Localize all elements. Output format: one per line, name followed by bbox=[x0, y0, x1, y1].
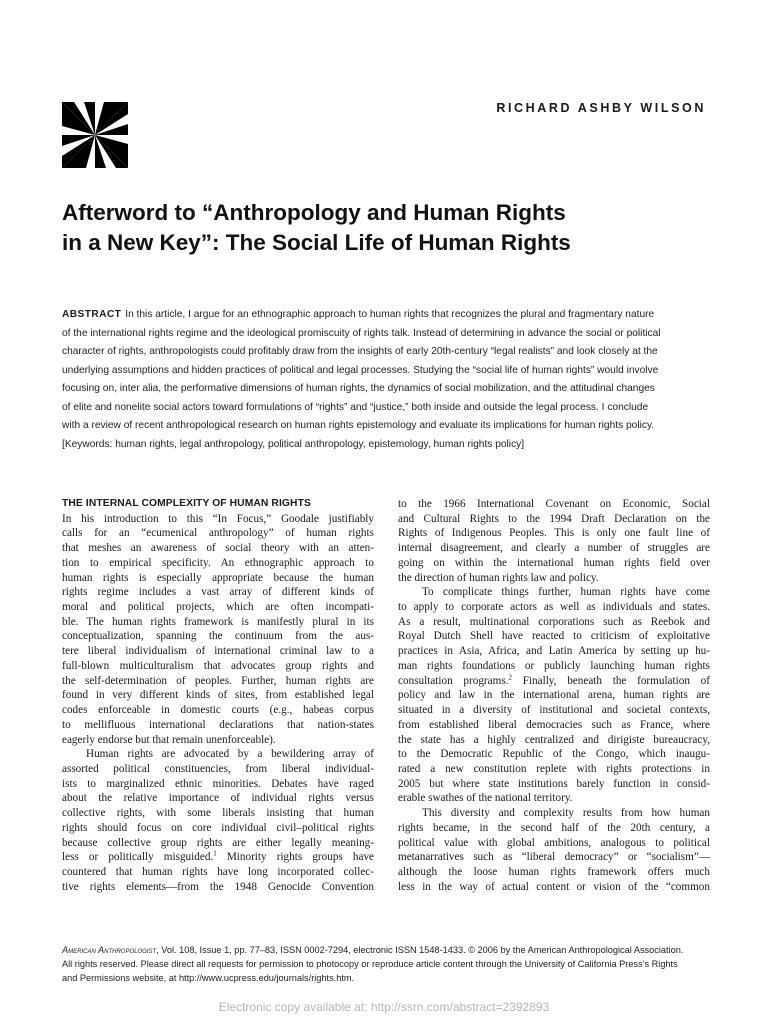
body-line: situated in a diversity of institutional and societal contexts, bbox=[398, 704, 710, 717]
body-line: to mellifluous international declarations that nation-states bbox=[62, 718, 374, 731]
body-line: moral and political projects, which are often incompati- bbox=[62, 601, 374, 614]
citation-footer bbox=[62, 943, 710, 986]
abstract-label: ABSTRACT bbox=[62, 309, 122, 320]
body-line: going on within the international human rights field over bbox=[398, 556, 710, 569]
footnote-marker[interactable]: 2 bbox=[508, 672, 512, 681]
body-line: about the relative importance of individual rights versus bbox=[62, 792, 374, 805]
body-line: the direction of human rights law and policy. bbox=[398, 571, 599, 584]
abstract-line: underlying assumptions and hidden practices of political and legal processes. Studying the “social life of human rights” would involve bbox=[62, 364, 659, 376]
body-line: This diversity and complexity results from how human bbox=[422, 807, 710, 820]
body-column-right bbox=[398, 497, 710, 894]
body-line: rights became, in the second half of the 20th century, a bbox=[398, 821, 710, 834]
body-line: assorted political constituencies, from liberal individual- bbox=[62, 762, 374, 775]
body-line: although the loose human rights framework offers much bbox=[398, 865, 710, 878]
title-line: in a New Key”: The Social Life of Human Rights bbox=[62, 230, 571, 255]
body-line: internal disagreement, and clearly a number of struggles are bbox=[398, 542, 710, 555]
footnote-marker[interactable]: 1 bbox=[213, 849, 217, 858]
abstract-line: character of rights, anthropologists could profitably draw from the insights of early 20th-century “legal realists” and look closely at the bbox=[62, 346, 658, 357]
body-line: codes enforceable in domestic courts (e.g., habeas corpus bbox=[62, 704, 374, 717]
body-line: tive rights elements—from the 1948 Genocide Convention bbox=[62, 880, 374, 893]
body-line: rated a new constitution replete with rights protections in bbox=[398, 762, 710, 775]
body-line: tere liberal individualism of international criminal law to a bbox=[62, 645, 374, 658]
body-line: to the Democratic Republic of the Congo, which inaugu- bbox=[398, 748, 710, 761]
abstract-line: [Keywords: human rights, legal anthropology, political anthropology, epistemology, human rights policy] bbox=[62, 438, 525, 450]
body-line: rights should focus on core individual civil–political rights bbox=[62, 821, 374, 834]
body-line: policy and law in the international arena, human rights are bbox=[398, 689, 710, 702]
body-line: consultation programs.$^2$ Finally, beneath the formulation of bbox=[398, 672, 710, 687]
body-line: As a result, multinational corporations such as Reebok and bbox=[398, 615, 710, 628]
body-line: Rights of Indigenous Peoples. This is only one fault line of bbox=[398, 527, 710, 540]
body-line: Human rights are advocated by a bewildering array of bbox=[86, 748, 374, 761]
body-line: erable swathes of the national territory. bbox=[398, 792, 573, 805]
body-line: full-blown multiculturalism that advocates group rights and bbox=[62, 659, 374, 672]
body-line: that meshes an awareness of social theory with an atten- bbox=[62, 542, 374, 555]
body-line: metanarratives such as “liberal democracy” or “socialism”— bbox=[398, 851, 710, 864]
article-title bbox=[62, 198, 722, 258]
section-heading: THE INTERNAL COMPLEXITY OF HUMAN RIGHTS bbox=[62, 498, 311, 509]
pinwheel-logo-icon bbox=[62, 102, 128, 168]
abstract-line: focusing on, inter alia, the performative dimensions of human rights, the dynamics of social mobilization, and the attitudinal changes bbox=[62, 383, 655, 394]
body-line: less in the way of actual content or vision of the “common bbox=[398, 880, 710, 893]
body-line: conceptualization, spanning the continuum from the aus- bbox=[62, 630, 374, 643]
body-line: practices in Asia, Africa, and Latin America by setting up hu- bbox=[398, 645, 710, 658]
body-line: the state has a highly centralized and dirigiste bureaucracy, bbox=[398, 733, 710, 746]
body-line: 2005 but where state institutions barely function in consid- bbox=[398, 777, 710, 790]
abstract-line: of the international rights regime and the ideological promiscuity of rights talk. Instead of determining in advance the social or political bbox=[62, 327, 661, 339]
ssrn-watermark: Electronic copy available at: http://ssrn.com/abstract=2392893 bbox=[218, 1000, 550, 1014]
body-line: political value with global ambitions, analogous to political bbox=[398, 836, 710, 849]
abstract-line: with a review of recent anthropological research on human rights epistemology and evaluate its implications for human rights policy. bbox=[62, 420, 655, 431]
body-line: less or politically misguided.$^1$ Minority rights groups have bbox=[62, 849, 375, 864]
body-line: To complicate things further, human rights have come bbox=[422, 586, 710, 599]
body-line: calls for an “ecumenical anthropology” of human rights bbox=[62, 527, 374, 540]
body-column-left bbox=[62, 497, 374, 894]
body-line: found in very different kinds of sites, from established legal bbox=[62, 689, 374, 702]
body-line: from established liberal democracies such as France, where bbox=[398, 718, 710, 731]
body-line: collective rights, with some liberals insisting that human bbox=[62, 807, 374, 820]
body-line: and Cultural Rights to the 1994 Draft Declaration on the bbox=[398, 512, 710, 525]
footer-line: American Anthropologist, Vol. 108, Issue 1, pp. 77–83, ISSN 0002-7294, electronic ISSN 1548-1433. © 2006 by the American Anthropological Association. bbox=[62, 945, 684, 955]
body-line: human rights is especially appropriate because the human bbox=[62, 571, 374, 584]
footer-line: All rights reserved. Please direct all requests for permission to photocopy or reproduce article content through the University of California Press’s Rights bbox=[62, 959, 678, 970]
body-line: rights regime includes a vast array of different kinds of bbox=[62, 586, 374, 599]
body-line: the self-determination of peoples. Further, human rights are bbox=[62, 674, 374, 687]
body-line: countered that human rights have long incorporated collec- bbox=[62, 865, 374, 878]
abstract-line: ABSTRACT In this article, I argue for an ethnographic approach to human rights that recognizes the plural and fragmentary nature bbox=[62, 309, 655, 320]
author-name: RICHARD ASHBY WILSON bbox=[496, 101, 706, 115]
body-line: to apply to corporate actors as well as individuals and states. bbox=[398, 601, 710, 614]
footer-line: and Permissions website, at http://www.ucpress.edu/journals/rights.htm. bbox=[62, 973, 355, 984]
body-line: because collective group rights are either legally meaning- bbox=[62, 836, 374, 849]
body-line: ble. The human rights framework is manifestly plural in its bbox=[62, 615, 374, 628]
body-line: tion to empirical specificity. An ethnographic approach to bbox=[62, 556, 374, 569]
abstract-line: of elite and nonelite social actors toward formulations of “rights” and “justice,” both inside and outside the legal process. I conclude bbox=[62, 401, 649, 413]
body-line: In his introduction to this “In Focus,” Goodale justifiably bbox=[62, 512, 374, 525]
body-line: man rights foundations or publicly launching human rights bbox=[398, 659, 710, 672]
journal-name: American Anthropologist bbox=[62, 945, 157, 955]
body-line: to the 1966 International Covenant on Economic, Social bbox=[398, 498, 710, 510]
body-line: ists to marginalized ethnic minorities. Debates have raged bbox=[62, 777, 374, 790]
title-line: Afterword to “Anthropology and Human Rights bbox=[62, 200, 566, 225]
abstract bbox=[62, 306, 710, 454]
body-line: Royal Dutch Shell have reacted to criticism of exploitative bbox=[398, 630, 710, 643]
body-line: eagerly endorse but that remain unenforceable). bbox=[62, 733, 276, 746]
